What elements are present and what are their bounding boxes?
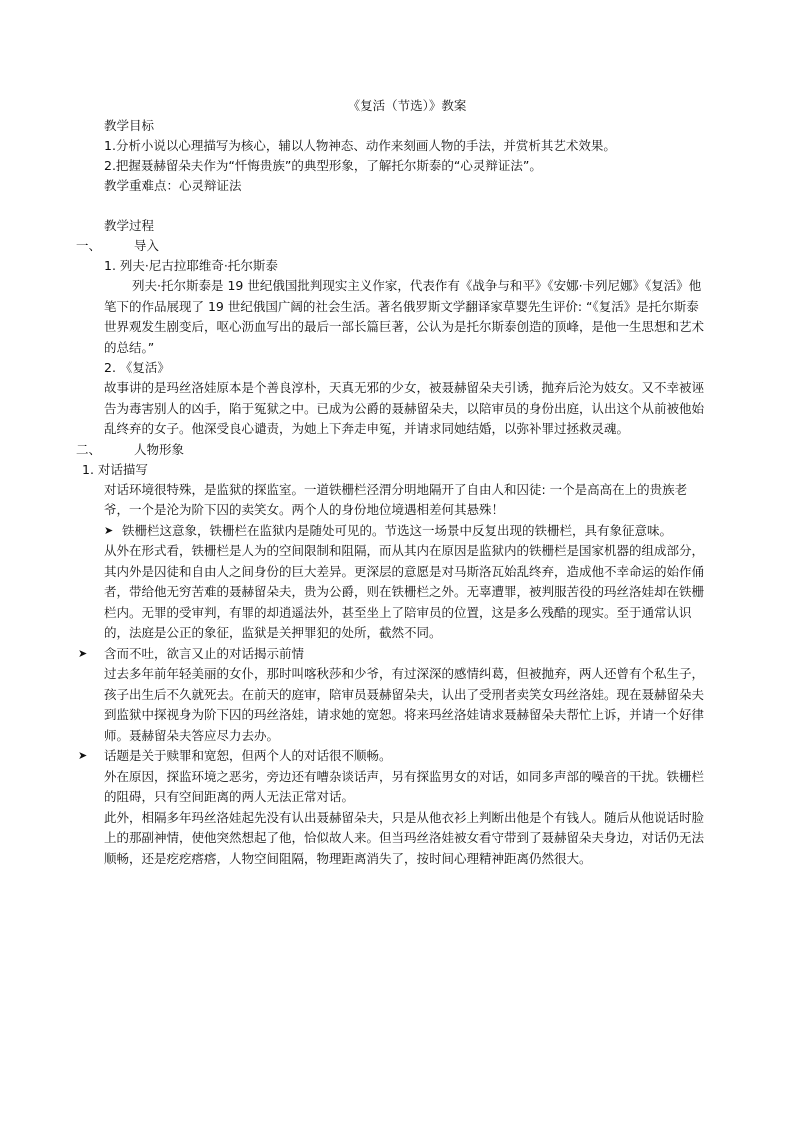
goal-1: 1.分析小说以心理描写为核心，辅以人物神态、动作来刻画人物的手法，并赏析其艺术效果。 [104,138,616,153]
document-content [0,96,794,869]
subsection-2-title: 2. 《复活》 [104,360,170,375]
bullet-3 [0,746,704,767]
section-2-number: 二、 [76,441,102,457]
key-point: 教学重难点：心灵辩证法 [104,178,242,193]
arrow-bullet-icon: ➤ [104,523,114,537]
arrow-bullet-icon: ➤ [78,646,88,660]
section-1-heading [0,236,794,256]
bullet-1-body: 从外在形式看，铁栅栏是人为的空间限制和阻隔，而从其内在原因是监狱内的铁栅栏是国家机器的组成部分，其内外是囚徒和自由人之间身份的巨大差异。更深层的意愿是对马斯洛瓦始乱终弃，造成他不幸命运的始作俑者，带给他无穷苦难的聂赫留朵夫，贵为公爵，则在铁栅栏之外。无辜遭罪，被判服苦役的玛丝洛娃却在铁栅栏内。无罪的受审判，有罪的却逍遥法外，甚至坐上了陪审员的位置，这是多么残酷的现实。至于通常认识的，法庭是公正的象征，监狱是关押罪犯的处所，截然不同。 [104,543,705,640]
bullet-3-text: 话题是关于赎罪和宽恕，但两个人的对话很不顺畅。 [104,748,392,763]
subsection-2-body: 故事讲的是玛丝洛娃原本是个善良淳朴，天真无邪的少女，被聂赫留朵夫引诱，抛弃后沦为妓女。又不幸被诬告为毒害别人的凶手，陷于冤狱之中。已成为公爵的聂赫留朵夫，以陪审员的身份出庭，认出这个从前被他始乱终弃的女子。他深受良心谴责，为她上下奔走申冤，并请求同她结婚，以弥补罪过拯救灵魂。 [104,380,705,436]
bullet-1 [0,521,704,542]
section-2-title: 人物形象 [134,441,185,457]
bullet-2-text: 含而不吐，欲言又止的对话揭示前情 [104,645,305,661]
bullet-1-text: 铁栅栏这意象，铁栅栏在监狱内是随处可见的。节选这一场景中反复出现的铁栅栏，具有象征意味。 [122,522,673,538]
arrow-bullet-icon: ➤ [78,749,88,762]
goal-2: 2.把握聂赫留朵夫作为“忏悔贵族”的典型形象，了解托尔斯泰的“心灵辩证法”。 [104,158,542,173]
subsection-3-body: 对话环境很特殊，是监狱的探监室。一道铁栅栏泾渭分明地隔开了自由人和囚徒: 一个是高高在上的贵族老爷，一个是沦为阶下囚的卖笑女。两个人的身份地位境遇相差何其悬殊！ [104,481,688,517]
section-1-number: 一、 [76,238,102,253]
subsection-1-body: 列夫·托尔斯泰是 19 世纪俄国批判现实主义作家，代表作有《战争与和平》《安娜·卡列尼娜》《复活》他笔下的作品展现了 19 世纪俄国广阔的社会生活。著名俄罗斯文学翻译家草婴先生评价: “《复活》是托尔斯泰世界观发生剧变后，呕心沥血写出的最后一部长篇巨著，公认为是托尔斯泰创造的顶峰，是他一生思想和艺术的总结。” [104,278,705,355]
doc-title: 《复活（节选）》教案 [347,98,467,113]
bullet-3-body-2: 此外，相隔多年玛丝洛娃起先没有认出聂赫留朵夫，只是从他衣衫上判断出他是个有钱人。随后从他说话时脸上的那副神情，使他突然想起了他，恰似故人来。但当玛丝洛娃被女看守带到了聂赫留朵夫身边，对话仍无法顺畅，还是疙疙瘩瘩，人物空间阻隔，物理距离消失了，按时间心理精神距离仍然很大。 [104,809,705,866]
subsection-1-title: 1. 列夫·尼古拉耶维奇·托尔斯泰 [104,258,278,273]
spacer [0,196,794,216]
bullet-2-body: 过去多年前年轻美丽的女仆，那时叫喀秋莎和少爷，有过深深的感情纠葛，但被抛弃，两人还曾有个私生子，孩子出生后不久就死去。在前天的庭审，陪审员聂赫留朵夫，认出了受刑者卖笑女玛丝洛娃。现在聂赫留朵夫到监狱中探视身为阶下囚的玛丝洛娃，请求她的宽恕。将来玛丝洛娃请求聂赫留朵夫帮忙上诉，并请一个好律师。聂赫留朵夫答应尽力去办。 [104,666,705,743]
section-1-title: 导入 [134,238,160,253]
bullet-3-body-1: 外在原因，探监环境之恶劣，旁边还有嘈杂谈话声，另有探监男女的对话，如同多声部的噪音的干扰。铁栅栏的阻碍，只有空间距离的两人无法正常对话。 [104,768,705,804]
subsection-3-title: 1. 对话描写 [82,461,148,477]
bullet-2 [0,644,704,665]
goals-heading: 教学目标 [104,118,155,133]
process-heading: 教学过程 [104,218,155,233]
section-2-heading [0,440,794,460]
